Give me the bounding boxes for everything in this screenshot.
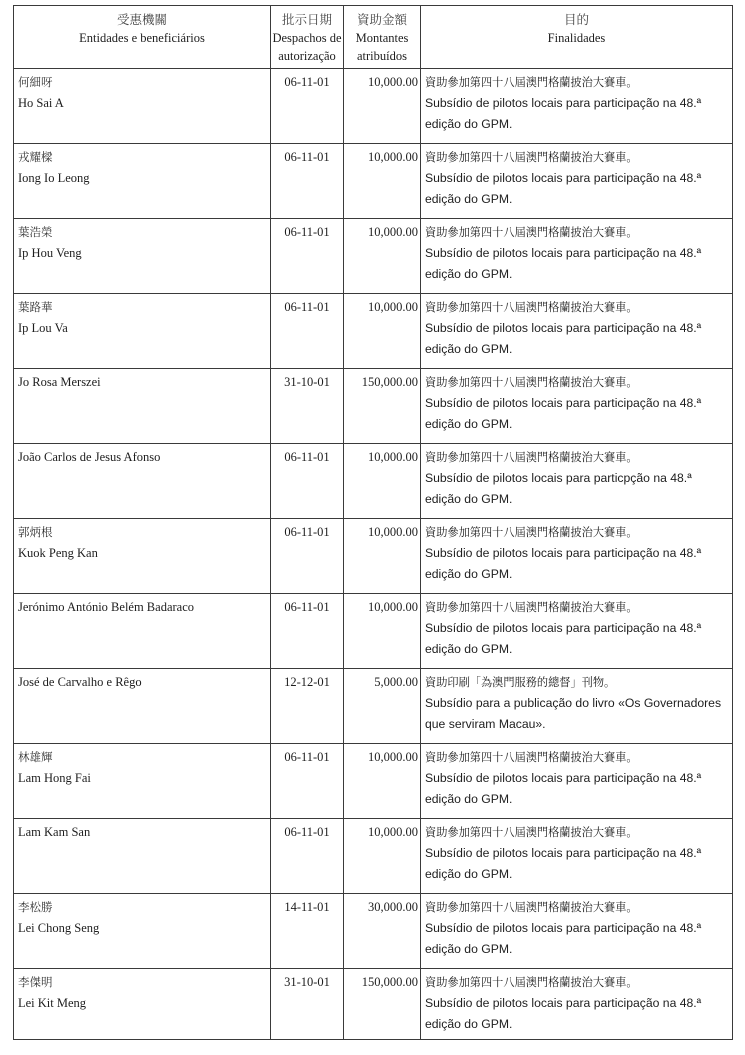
purpose-cell [421,894,733,969]
header-date-pt1: Despachos de [272,31,342,45]
beneficiary-name: Jo Rosa Merszei [18,375,101,389]
purpose-cell [421,69,733,144]
amount-awarded: 10,000.00 [344,144,421,219]
header-date [271,6,344,69]
beneficiary-name: Ho Sai A [18,96,64,110]
authorization-date: 12-12-01 [271,669,344,744]
header-entities [14,6,271,69]
purpose-pt: Subsídio de pilotos locais para participação na 48.ª edição do GPM. [425,96,702,131]
amount-awarded: 10,000.00 [344,69,421,144]
purpose-pt: Subsídio de pilotos locais para participação na 48.ª edição do GPM. [425,546,702,581]
table-body [14,69,733,1040]
authorization-date: 06-11-01 [271,744,344,819]
table-row [14,219,733,294]
purpose-cell [421,819,733,894]
authorization-date: 14-11-01 [271,894,344,969]
header-date-pt2: autorização [278,49,336,63]
purpose-pt: Subsídio de pilotos locais para participação na 48.ª edição do GPM. [425,846,702,881]
beneficiary-name: Lei Chong Seng [18,921,100,935]
authorization-date: 31-10-01 [271,969,344,1040]
amount-awarded: 10,000.00 [344,819,421,894]
subsidy-table [13,5,733,1040]
authorization-date: 06-11-01 [271,69,344,144]
authorization-date: 06-11-01 [271,444,344,519]
purpose-pt: Subsídio de pilotos locais para participação na 48.ª edição do GPM. [425,771,702,806]
table-row [14,144,733,219]
purpose-pt: Subsídio de pilotos locais para participação na 48.ª edição do GPM. [425,621,702,656]
beneficiary-name: João Carlos de Jesus Afonso [18,450,161,464]
table-row [14,969,733,1040]
purpose-zh: 資助參加第四十八屆澳門格蘭披治大賽車。 [425,901,638,914]
amount-awarded: 30,000.00 [344,894,421,969]
beneficiary-name: Jerónimo António Belém Badaraco [18,600,195,614]
purpose-zh: 資助參加第四十八屆澳門格蘭披治大賽車。 [425,826,638,839]
table-row [14,669,733,744]
beneficiary-name: Iong Io Leong [18,171,90,185]
table-row [14,519,733,594]
amount-awarded: 10,000.00 [344,444,421,519]
amount-awarded: 10,000.00 [344,219,421,294]
beneficiary-cell [14,969,271,1040]
amount-awarded: 10,000.00 [344,744,421,819]
beneficiary-cell [14,669,271,744]
amount-awarded: 10,000.00 [344,294,421,369]
beneficiary-cell [14,819,271,894]
authorization-date: 06-11-01 [271,294,344,369]
purpose-pt: Subsídio de pilotos locais para participação na 48.ª edição do GPM. [425,321,702,356]
authorization-date: 06-11-01 [271,819,344,894]
authorization-date: 06-11-01 [271,219,344,294]
purpose-zh: 資助印刷「為澳門服務的總督」刊物。 [425,676,616,689]
amount-awarded: 5,000.00 [344,669,421,744]
beneficiary-name-zh: 郭炳根 [18,525,53,539]
beneficiary-cell [14,444,271,519]
purpose-pt: Subsídio de pilotos locais para participação na 48.ª edição do GPM. [425,171,702,206]
purpose-cell [421,294,733,369]
header-amount [344,6,421,69]
beneficiary-name: Lam Hong Fai [18,771,91,785]
amount-awarded: 10,000.00 [344,594,421,669]
amount-awarded: 10,000.00 [344,519,421,594]
purpose-zh: 資助參加第四十八屆澳門格蘭披治大賽車。 [425,751,638,764]
purpose-zh: 資助參加第四十八屆澳門格蘭披治大賽車。 [425,301,638,314]
header-purpose-zh: 目的 [563,13,589,27]
amount-awarded: 150,000.00 [344,969,421,1040]
header-amount-pt2: atribuídos [357,49,407,63]
purpose-cell [421,444,733,519]
beneficiary-name: Ip Lou Va [18,321,68,335]
authorization-date: 06-11-01 [271,144,344,219]
table-row [14,819,733,894]
header-amount-pt1: Montantes [355,31,409,45]
purpose-pt: Subsídio de pilotos locais para participação na 48.ª edição do GPM. [425,246,702,281]
purpose-cell [421,519,733,594]
table-row [14,444,733,519]
beneficiary-name-zh: 李松勝 [18,900,53,914]
purpose-cell [421,969,733,1040]
beneficiary-name: Lei Kit Meng [18,996,87,1010]
beneficiary-name-zh: 葉浩榮 [18,225,53,239]
header-entities-zh: 受惠機關 [116,13,167,27]
authorization-date: 31-10-01 [271,369,344,444]
table-row [14,894,733,969]
table-header-row [14,6,733,69]
table-row [14,369,733,444]
header-date-zh: 批示日期 [281,13,332,27]
purpose-zh: 資助參加第四十八屆澳門格蘭披治大賽車。 [425,376,638,389]
purpose-zh: 資助參加第四十八屆澳門格蘭披治大賽車。 [425,226,638,239]
purpose-cell [421,669,733,744]
purpose-cell [421,369,733,444]
beneficiary-cell [14,144,271,219]
purpose-zh: 資助參加第四十八屆澳門格蘭披治大賽車。 [425,76,638,89]
header-purpose [421,6,733,69]
purpose-zh: 資助參加第四十八屆澳門格蘭披治大賽車。 [425,526,638,539]
table-row [14,69,733,144]
beneficiary-cell [14,294,271,369]
beneficiary-name-zh: 葉路華 [18,300,53,314]
purpose-cell [421,144,733,219]
purpose-zh: 資助參加第四十八屆澳門格蘭披治大賽車。 [425,976,638,989]
beneficiary-cell [14,69,271,144]
subsidy-table-page [13,5,732,1040]
purpose-zh: 資助參加第四十八屆澳門格蘭披治大賽車。 [425,151,638,164]
purpose-zh: 資助參加第四十八屆澳門格蘭披治大賽車。 [425,451,638,464]
beneficiary-cell [14,744,271,819]
authorization-date: 06-11-01 [271,519,344,594]
table-row [14,744,733,819]
beneficiary-name: Ip Hou Veng [18,246,82,260]
header-entities-pt: Entidades e beneficiários [79,31,205,45]
beneficiary-name: José de Carvalho e Rêgo [18,675,142,689]
beneficiary-cell [14,894,271,969]
purpose-zh: 資助參加第四十八屆澳門格蘭披治大賽車。 [425,601,638,614]
purpose-cell [421,744,733,819]
table-row [14,594,733,669]
beneficiary-cell [14,594,271,669]
purpose-pt: Subsídio de pilotos locais para participação na 48.ª edição do GPM. [425,396,702,431]
amount-awarded: 150,000.00 [344,369,421,444]
beneficiary-cell [14,219,271,294]
beneficiary-name-zh: 何細呀 [18,75,53,89]
header-amount-zh: 資助金額 [356,13,407,27]
beneficiary-name-zh: 林雄輝 [18,750,53,764]
purpose-cell [421,594,733,669]
purpose-cell [421,219,733,294]
beneficiary-name-zh: 李傑明 [18,975,53,989]
header-purpose-pt: Finalidades [547,31,606,45]
purpose-pt: Subsídio de pilotos locais para particpção na 48.ª edição do GPM. [425,471,692,506]
authorization-date: 06-11-01 [271,594,344,669]
beneficiary-cell [14,369,271,444]
purpose-pt: Subsídio para a publicação do livro «Os Governadores que serviram Macau». [425,696,722,731]
beneficiary-name: Kuok Peng Kan [18,546,98,560]
purpose-pt: Subsídio de pilotos locais para participação na 48.ª edição do GPM. [425,996,702,1031]
beneficiary-name: Lam Kam San [18,825,91,839]
table-row [14,294,733,369]
beneficiary-name-zh: 戎耀樑 [18,150,53,164]
purpose-pt: Subsídio de pilotos locais para participação na 48.ª edição do GPM. [425,921,702,956]
beneficiary-cell [14,519,271,594]
